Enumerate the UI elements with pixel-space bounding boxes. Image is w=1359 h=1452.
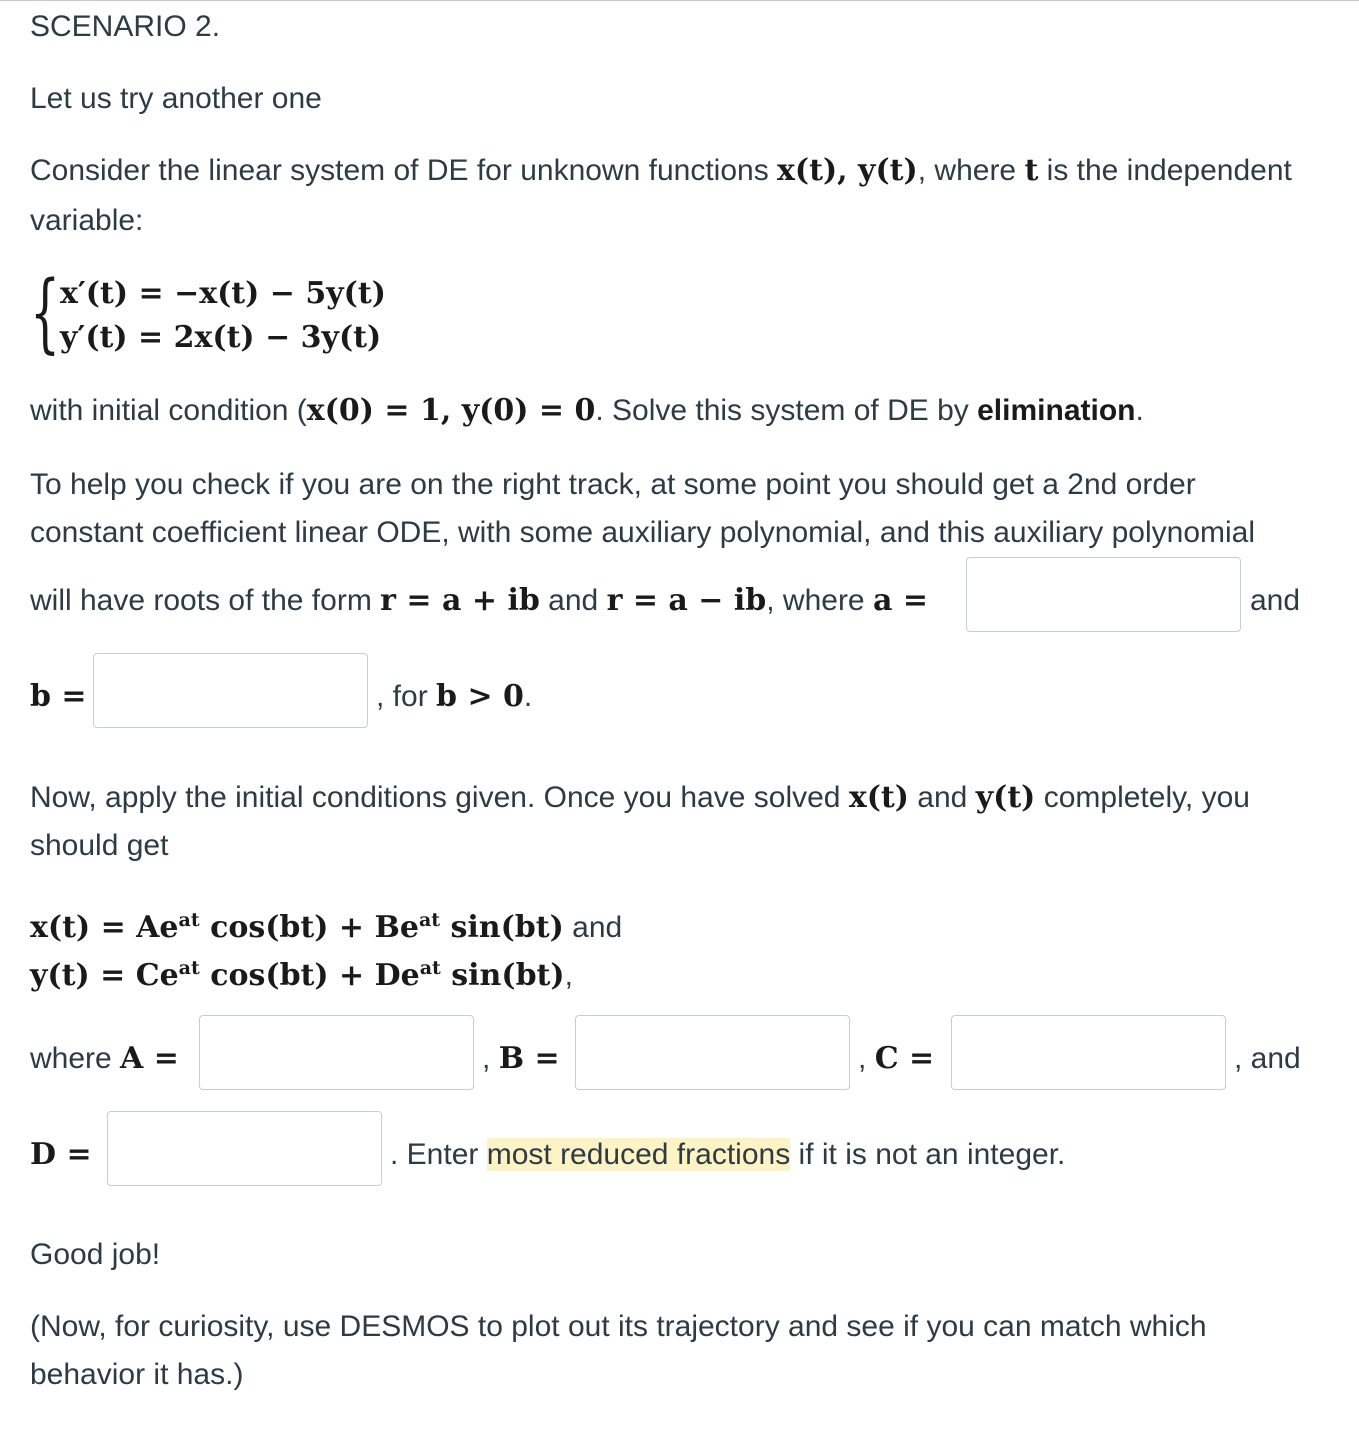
- unknown-functions: x(t), y(t): [777, 153, 918, 188]
- sep-1: ,: [482, 1042, 491, 1075]
- A-input[interactable]: [199, 1015, 474, 1090]
- y-solution-end: sin(bt): [440, 958, 565, 993]
- y-solution-mid: cos(bt) + De: [199, 958, 420, 993]
- initial-prefix: with initial condition (: [30, 394, 307, 427]
- apply-line-1: [30, 774, 1250, 822]
- enter-prefix: . Enter: [390, 1138, 487, 1171]
- b-comma: ,: [376, 680, 385, 713]
- where-text: where: [30, 1042, 121, 1075]
- y-solution-comma: ,: [564, 959, 573, 992]
- consider-suffix: is the independent: [1038, 154, 1292, 187]
- root-minus: r = a − ib: [606, 583, 767, 618]
- curiosity-line-1: (Now, for curiosity, use DESMOS to plot out its trajectory and see if you can match which: [30, 1310, 1207, 1343]
- B-input[interactable]: [575, 1015, 850, 1090]
- solution-y: [30, 944, 573, 1000]
- and-after-a: and: [1250, 584, 1301, 617]
- b-condition-line: [376, 673, 532, 721]
- consider-line: [30, 147, 1292, 195]
- apply-and: and: [908, 781, 976, 814]
- C-input[interactable]: [951, 1015, 1226, 1090]
- x-solution-mid: cos(bt) + Be: [199, 910, 419, 945]
- apply-prefix: Now, apply the initial conditions given. Once you have solved: [30, 781, 849, 814]
- apply-line-2: should get: [30, 829, 169, 862]
- intro-text: Let us try another one: [30, 82, 322, 115]
- apply-suffix: completely, you: [1035, 781, 1250, 814]
- help-line-3: [30, 577, 928, 625]
- apply-yt: y(t): [975, 780, 1036, 815]
- b-positive: b > 0: [436, 679, 524, 714]
- b-label: b =: [30, 679, 87, 714]
- enter-instruction: [390, 1131, 1065, 1179]
- y-solution-start: y(t) = Ce: [30, 958, 179, 993]
- D-input[interactable]: [107, 1111, 382, 1186]
- help-line-2: constant coefficient linear ODE, with some auxiliary polynomial, and this auxiliary polynomial: [30, 516, 1256, 549]
- system-brace: {: [30, 263, 61, 363]
- A-label: A =: [120, 1041, 179, 1076]
- y-exp-2: at: [419, 957, 441, 979]
- scenario-title: SCENARIO 2.: [30, 10, 221, 43]
- a-label: a =: [872, 583, 928, 618]
- highlight-most-reduced-fractions: most reduced fractions: [486, 1138, 791, 1171]
- x-exp-1: at: [178, 909, 200, 931]
- x-solution-start: x(t) = Ae: [30, 910, 179, 945]
- consider-line-2: variable:: [30, 204, 144, 237]
- top-divider: [0, 0, 1359, 1]
- C-line: [858, 1035, 934, 1083]
- B-label: B =: [498, 1041, 560, 1076]
- initial-condition-line: [30, 387, 1144, 435]
- B-line: [482, 1035, 560, 1083]
- root-plus: r = a + ib: [380, 583, 540, 618]
- good-job-text: Good job!: [30, 1238, 161, 1271]
- roots-and: and: [539, 584, 607, 617]
- and-after-C: , and: [1234, 1042, 1301, 1075]
- y-exp-1: at: [178, 957, 200, 979]
- enter-suffix: if it is not an integer.: [790, 1138, 1066, 1171]
- help-line-1: To help you check if you are on the right track, at some point you should get a 2nd order: [30, 468, 1196, 501]
- where-A-line: [30, 1035, 179, 1083]
- x-exp-2: at: [418, 909, 441, 931]
- x-solution-and: and: [563, 911, 623, 944]
- consider-mid: , where: [917, 154, 1025, 187]
- system-equation-2: y′(t) = 2x(t) − 3y(t): [60, 320, 382, 355]
- D-label: D =: [30, 1137, 92, 1172]
- apply-xt: x(t): [848, 780, 909, 815]
- roots-prefix: will have roots of the form: [30, 584, 381, 617]
- b-for: for: [384, 680, 437, 713]
- initial-mid: . Solve this system of DE by: [595, 394, 978, 427]
- independent-variable: t: [1024, 153, 1039, 188]
- consider-prefix: Consider the linear system of DE for unknown functions: [30, 154, 778, 187]
- b-input[interactable]: [93, 653, 368, 728]
- C-label: C =: [874, 1041, 935, 1076]
- initial-condition-math: x(0) = 1, y(0) = 0: [306, 393, 596, 428]
- method-elimination: elimination: [977, 394, 1136, 427]
- roots-where: , where: [766, 584, 873, 617]
- initial-suffix: .: [1135, 394, 1144, 427]
- x-solution-end: sin(bt): [440, 910, 564, 945]
- system-equation-1: x′(t) = −x(t) − 5y(t): [60, 276, 386, 311]
- curiosity-line-2: behavior it has.): [30, 1358, 244, 1391]
- a-input[interactable]: [966, 557, 1241, 632]
- b-period: .: [523, 680, 533, 713]
- sep-2: ,: [858, 1042, 867, 1075]
